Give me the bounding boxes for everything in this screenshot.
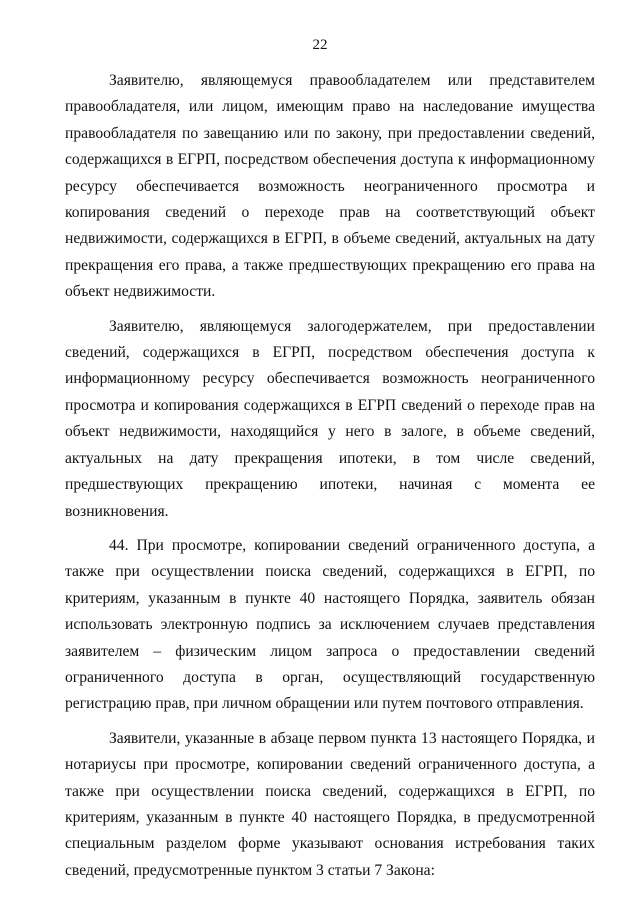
paragraph-rights-holder-access: Заявителю, являющемуся правообладателем или представителем правообладателя, или лицом, имеющим право на наследование имущества правообладателя по завещанию или по закону, при предоставлении сведений, содержащихся в ЕГРП, посредством обеспечения доступа к информационному ресурсу обеспечивается возможность неограниченного просмотра и копирования сведений о переходе прав на соответствующий объект недвижимости, содержащихся в ЕГРП, в объеме сведений, актуальных на дату прекращения его права, а также предшествующих прекращению его права на объект недвижимости. <box>65 72 595 301</box>
document-body <box>65 68 595 892</box>
paragraph-pledgee-access: Заявителю, являющемуся залогодержателем, при предоставлении сведений, содержащихся в ЕГРП, посредством обеспечения доступа к информационному ресурсу обеспечивается возможность неограниченного просмотра и копирования содержащихся в ЕГРП сведений о переходе прав на объект недвижимости, находящийся у него в залоге, в объеме сведений, актуальных на дату прекращения ипотеки, в том числе сведений, предшествующих прекращению ипотеки, начиная с момента ее возникновения. <box>65 317 595 520</box>
paragraph-notaries: Заявители, указанные в абзаце первом пункта 13 настоящего Порядка, и нотариусы при просмотре, копировании сведений ограниченного доступа, а также при осуществлении поиска сведений, содержащихся в ЕГРП, по критериям, указанным в пункте 40 настоящего Порядка, в предусмотренной специальным разделом форме указывают основания истребования таких сведений, предусмотренные пунктом 3 статьи 7 Закона: <box>65 729 595 879</box>
page-number: 22 <box>312 37 328 53</box>
paragraph-item-44: 44. При просмотре, копировании сведений ограниченного доступа, а также при осуществлении поиска сведений, содержащихся в ЕГРП, по критериям, указанным в пункте 40 настоящего Порядка, заявитель обязан использовать электронную подпись за исключением случаев представления заявителем – физическим лицом запроса о предоставлении сведений ограниченного доступа в орган, осуществляющий государственную регистрацию прав, при личном обращении или путем почтового отправления. <box>65 536 595 713</box>
